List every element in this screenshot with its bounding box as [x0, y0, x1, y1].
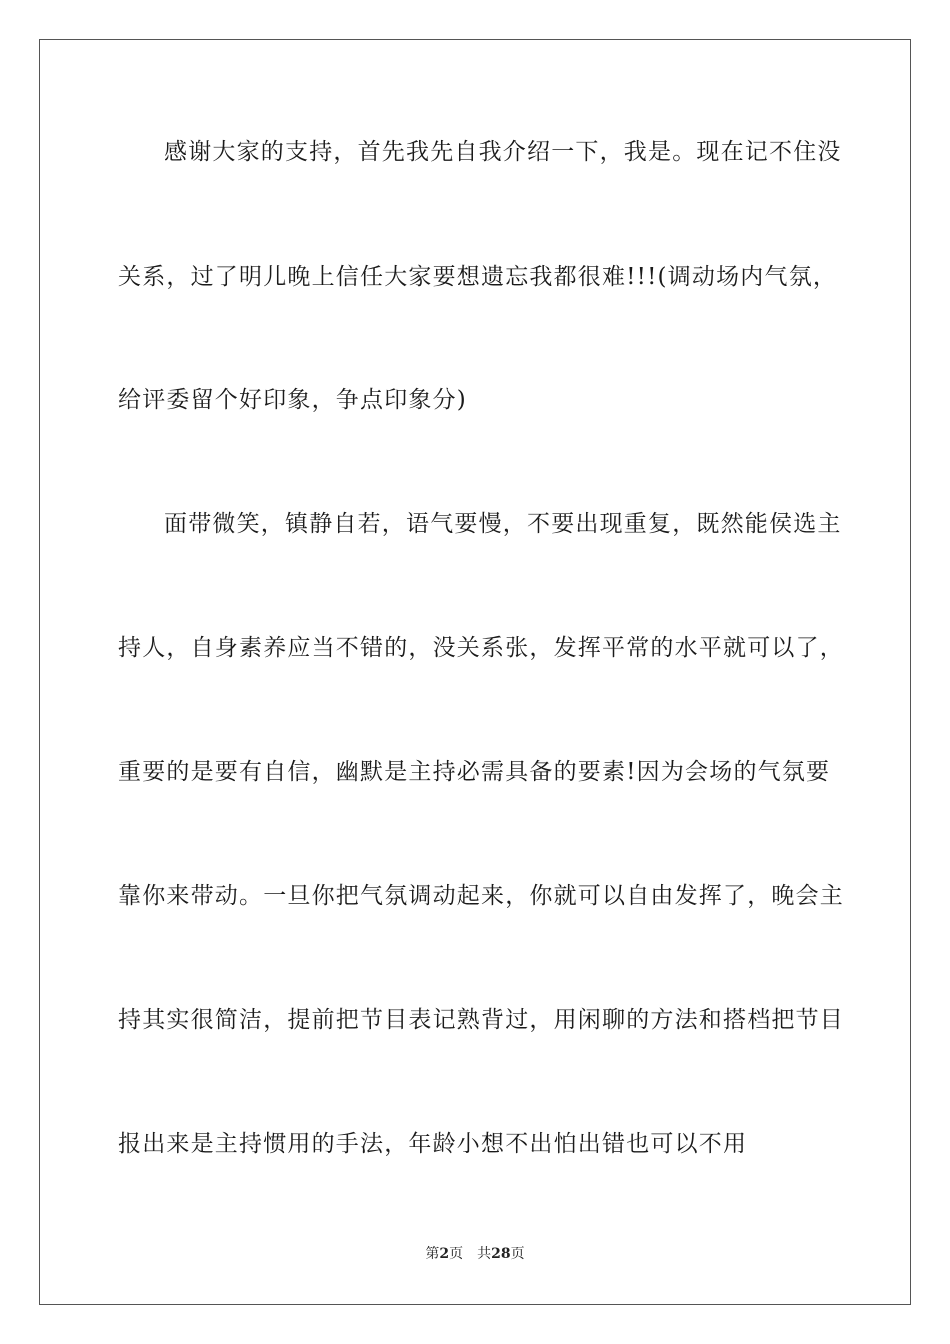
page-suffix: 页	[449, 1246, 464, 1262]
total-suffix: 页	[510, 1246, 525, 1262]
total-pages: 28	[491, 1246, 511, 1262]
page-border	[39, 39, 911, 1305]
paragraph-2-line-5: 持其实很简洁，提前把节目表记熟背过，用闲聊的方法和搭档把节目	[118, 1007, 844, 1033]
paragraph-2-line-6: 报出来是主持惯用的手法，年龄小想不出怕出错也可以不用	[118, 1131, 748, 1157]
paragraph-2-line-1: 面带微笑，镇静自若，语气要慢，不要出现重复，既然能侯选主	[164, 511, 842, 537]
page-number: 2	[439, 1246, 450, 1262]
paragraph-2-line-2: 持人，自身素养应当不错的，没关系张，发挥平常的水平就可以了，	[118, 635, 844, 661]
paragraph-1-line-3: 给评委留个好印象，争点印象分)	[118, 387, 467, 413]
page-prefix: 第	[425, 1246, 440, 1262]
page-footer	[0, 1244, 950, 1264]
paragraph-1-line-2: 关系，过了明儿晚上信任大家要想遗忘我都很难!!!(调动场内气氛，	[118, 264, 838, 290]
total-prefix: 共	[477, 1246, 492, 1262]
paragraph-1-line-1: 感谢大家的支持，首先我先自我介绍一下，我是。现在记不住没	[164, 139, 842, 165]
paragraph-2-line-4: 靠你来带动。一旦你把气氛调动起来，你就可以自由发挥了，晚会主	[118, 883, 844, 909]
paragraph-2-line-3: 重要的是要有自信，幽默是主持必需具备的要素!因为会场的气氛要	[118, 759, 831, 785]
